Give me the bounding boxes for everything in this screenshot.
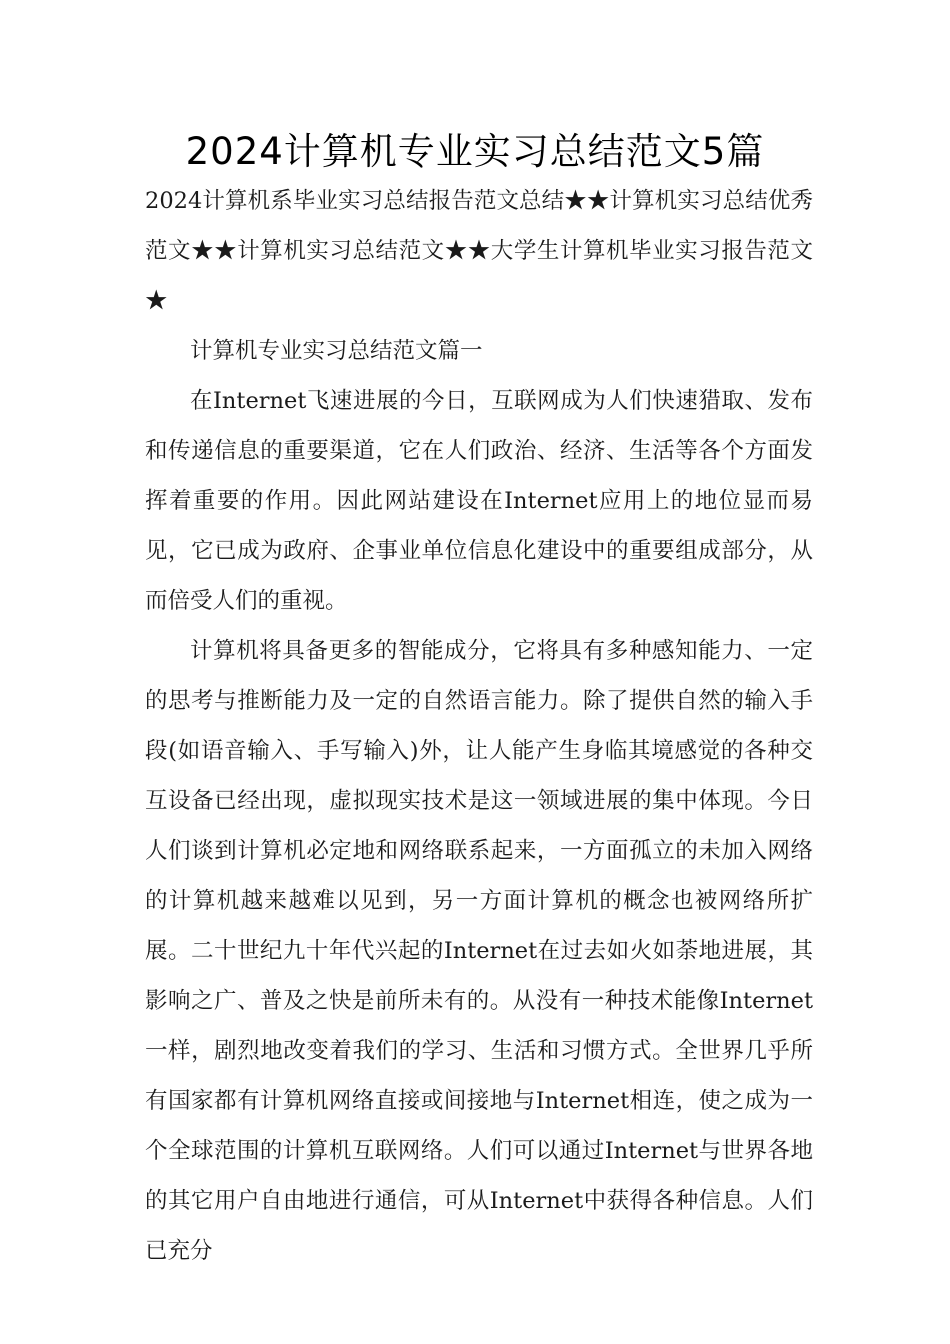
intro-links-paragraph: 2024计算机系毕业实习总结报告范文总结★★计算机实习总结优秀范文★★计算机实习总结范文★★大学生计算机毕业实习报告范文★ xyxy=(145,188,813,314)
body-paragraph: 计算机将具备更多的智能成分，它将具有多种感知能力、一定的思考与推断能力及一定的自然语言能力。除了提供自然的输入手段(如语音输入、手写输入)外，让人能产生身临其境感觉的各种交互设备已经出现，虚拟现实技术是这一领域进展的集中体现。今日人们谈到计算机必定地和网络联系起来，一方面孤立的未加入网络的计算机越来越难以见到，另一方面计算机的概念也被网络所扩展。二十世纪九十年代兴起的Internet在过去如火如荼地进展，其影响之广、普及之快是前所未有的。从没有一种技术能像Internet一样，剧烈地改变着我们的学习、生活和习惯方式。全世界几乎所有国家都有计算机网络直接或间接地与Internet相连，使之成为一个全球范围的计算机互联网络。人们可以通过Internet与世界各地的其它用户自由地进行通信，可从Internet中获得各种信息。人们已充分 xyxy=(145,638,813,1264)
section-heading: 计算机专业实习总结范文篇一 xyxy=(190,338,483,364)
body-paragraph: 在Internet飞速进展的今日，互联网成为人们快速猎取、发布和传递信息的重要渠道，它在人们政治、经济、生活等各个方面发挥着重要的作用。因此网站建设在Internet应用上的地位显而易见，它已成为政府、企事业单位信息化建设中的重要组成部分，从而倍受人们的重视。 xyxy=(145,388,813,614)
document-title: 2024计算机专业实习总结范文5篇 xyxy=(185,130,765,173)
